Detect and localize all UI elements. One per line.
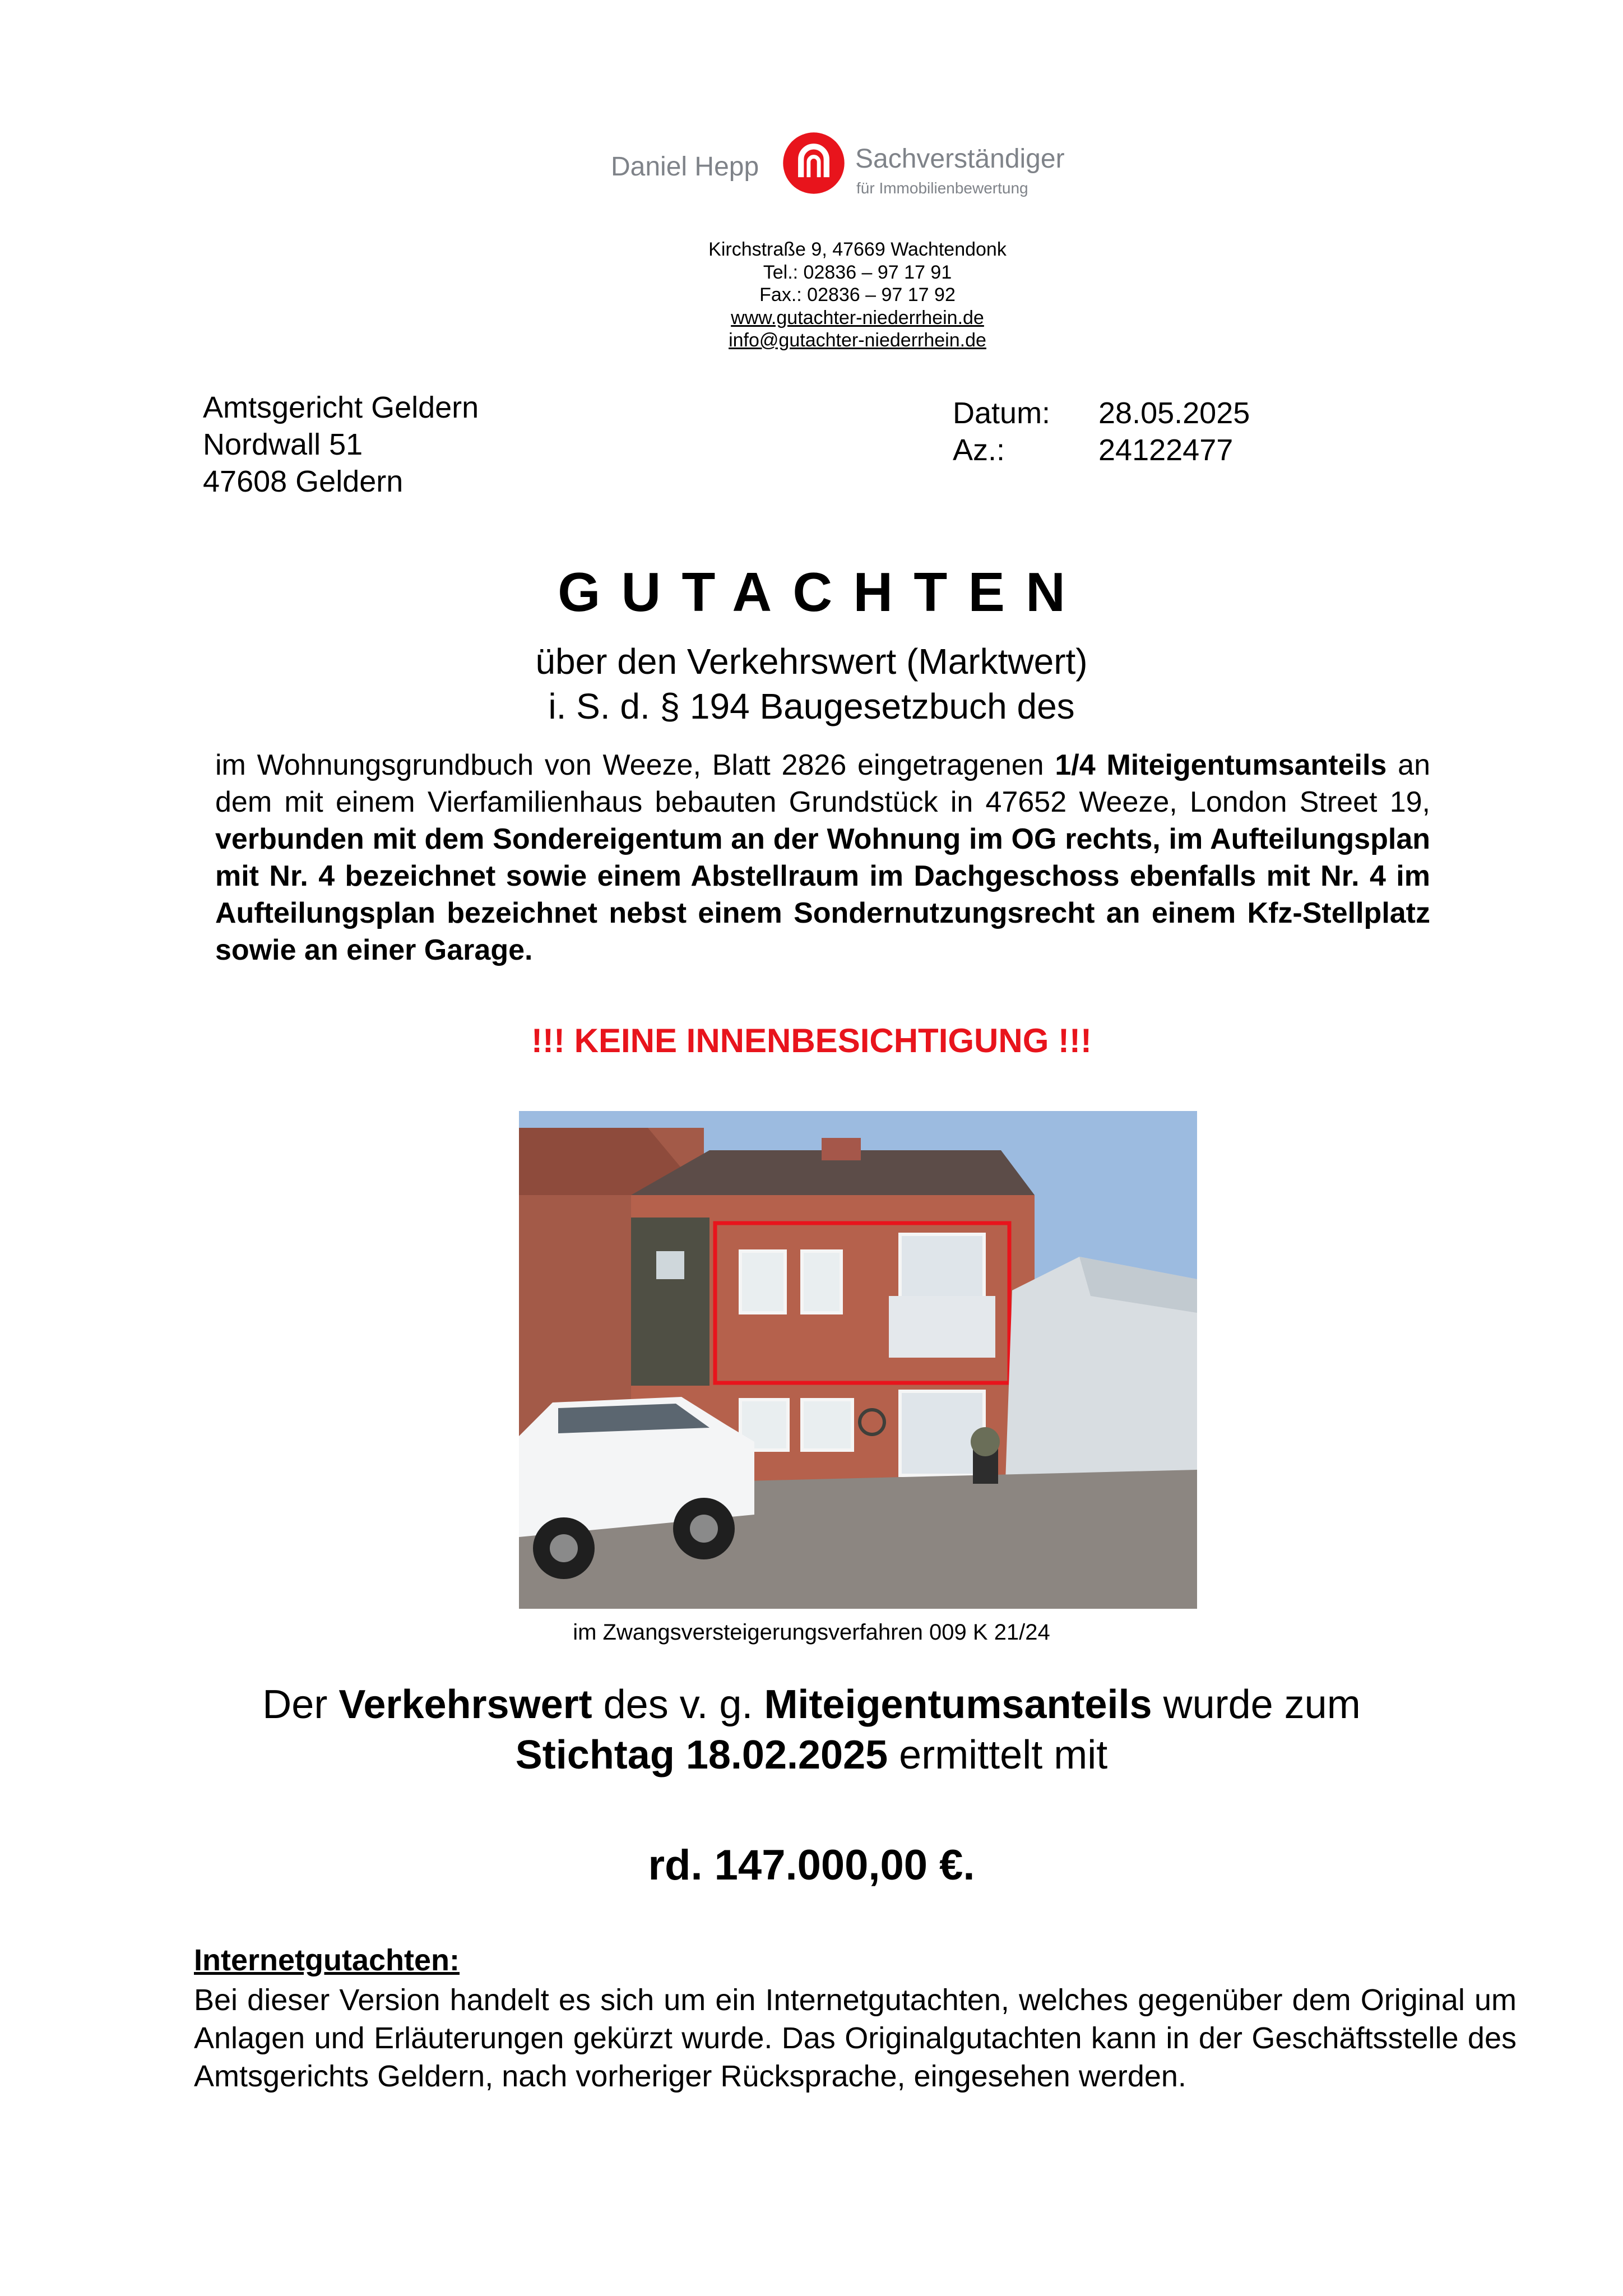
contact-street: Kirchstraße 9, 47669 Wachtendonk (708, 239, 1007, 260)
logo-mark-icon (782, 131, 846, 195)
valuation-statement (0, 1679, 1623, 1780)
contact-web-link[interactable]: www.gutachter-niederrhein.de (731, 307, 984, 328)
company-logo (611, 128, 1093, 212)
document-title: GUTACHTEN (558, 561, 1087, 623)
internet-heading: Internetgutachten: (194, 1943, 460, 1977)
recipient-line: Nordwall 51 (203, 428, 363, 461)
recipient-address (203, 389, 479, 500)
recipient-line: 47608 Geldern (203, 465, 404, 498)
valuation-amount: rd. 147.000,00 €. (648, 1841, 975, 1889)
valuation-bold: Verkehrswert (338, 1682, 592, 1727)
valuation-line (0, 1679, 1623, 1730)
valuation-bold: Stichtag 18.02.2025 (515, 1733, 888, 1777)
date-label: Datum: (953, 396, 1051, 430)
valuation-text: wurde zum (1152, 1682, 1361, 1727)
recipient-line: Amtsgericht Geldern (203, 391, 479, 424)
document-subtitle (0, 639, 1623, 729)
valuation-text: des v. g. (592, 1682, 764, 1727)
valuation-line (0, 1730, 1623, 1780)
subtitle-line: über den Verkehrswert (Marktwert) (535, 641, 1088, 682)
photo-caption: im Zwangsversteigerungsverfahren 009 K 21/24 (573, 1620, 1050, 1645)
date-value: 28.05.2025 (1098, 396, 1250, 430)
reference-label: Az.: (953, 433, 1005, 467)
valuation-text: Der (262, 1682, 339, 1727)
date-row (953, 395, 1250, 432)
internet-note: Bei dieser Version handelt es sich um ein Internetgutachten, welches gegenüber dem Original um Anlagen und Erläuterungen gekürzt wurde. Das Originalgutachten kann in der Geschäftsstelle des Amtsgerichts Geldern, nach vorheriger Rücksprache, eingesehen werden. (194, 1983, 1517, 2093)
description-text: an dem mit einem Vierfamilienhaus bebauten Grundstück in 47652 Weeze, London Street 19, (215, 749, 1430, 818)
document-meta (953, 395, 1250, 469)
contact-block (560, 238, 1154, 352)
property-photo-illustration (519, 1111, 1197, 1609)
reference-value: 24122477 (1098, 433, 1234, 467)
description-text: im Wohnungsgrundbuch von Weeze, Blatt 2826 eingetragenen (215, 749, 1055, 781)
no-inspection-warning: !!! KEINE INNENBESICHTIGUNG !!! (531, 1022, 1092, 1059)
contact-fax: Fax.: 02836 – 97 17 92 (759, 284, 956, 305)
contact-tel: Tel.: 02836 – 97 17 91 (763, 261, 952, 283)
description-bold: 1/4 Miteigentumsanteils (1055, 749, 1387, 781)
logo-title: Sachverständiger (855, 144, 1065, 174)
reference-row (953, 432, 1250, 469)
property-description (215, 747, 1430, 969)
property-photo (519, 1111, 1197, 1609)
logo-name: Daniel Hepp (611, 152, 759, 182)
contact-email-link[interactable]: info@gutachter-niederrhein.de (729, 330, 986, 351)
valuation-bold: Miteigentumsanteils (764, 1682, 1152, 1727)
valuation-text: ermittelt mit (888, 1733, 1108, 1777)
subtitle-line: i. S. d. § 194 Baugesetzbuch des (548, 686, 1075, 726)
logo-subtitle: für Immobilienbewertung (856, 179, 1028, 197)
description-bold: verbunden mit dem Sondereigentum an der Wohnung im OG rechts, im Aufteilungsplan mit Nr. 4 bezeichnet sowie einem Abstellraum im Dachgeschoss ebenfalls mit Nr. 4 im Aufteilungsplan bezeichnet nebst einem Sondernutzungsrecht an einem Kfz-Stellplatz sowie an einer Garage. (215, 823, 1430, 966)
